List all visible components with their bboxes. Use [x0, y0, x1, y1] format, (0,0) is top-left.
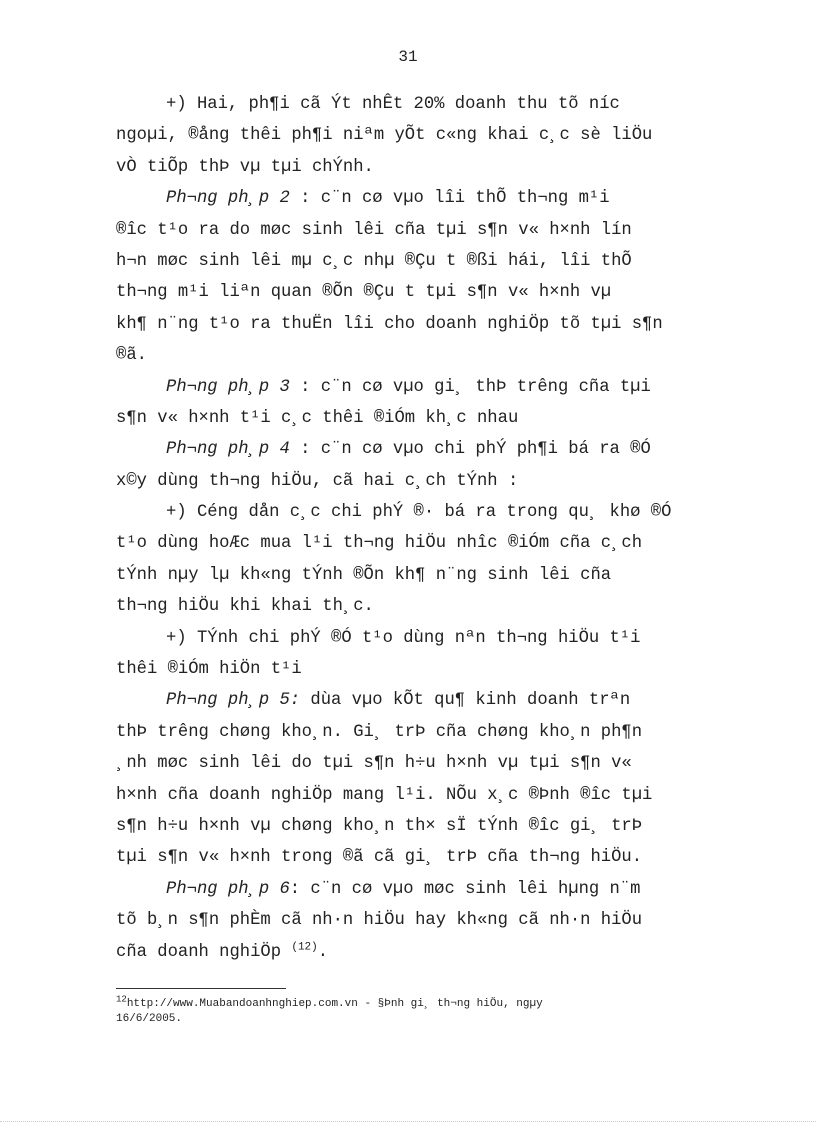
text-segment: thêi ®iÓm hiÖn t¹i: [116, 660, 302, 680]
footnote-divider: [116, 988, 286, 989]
text-line: [116, 717, 736, 748]
text-line: [116, 748, 736, 779]
method-heading: Ph¬ng ph¸p 3: [166, 377, 290, 397]
page-number: 31: [398, 48, 418, 66]
text-line: [116, 403, 736, 434]
body-text: [116, 89, 736, 968]
text-segment: thÞ trêng chøng kho¸n. Gi¸ trÞ cña chøng kho¸n ph¶n: [116, 722, 643, 742]
text-segment: h¬n møc sinh lêi mµ c¸c nhµ ®Çu t ®ßi hái, lîi thÕ: [116, 251, 632, 271]
text-segment: : c¨n cø vµo chi phÝ ph¶i bá ra ®Ó: [289, 440, 651, 460]
text-line: [116, 340, 736, 371]
text-line: [116, 89, 736, 120]
text-segment: : c¨n cø vµo lîi thÕ th¬ng m¹i: [289, 189, 610, 209]
footnote-date-line: 16/6/2005.: [116, 1013, 183, 1025]
text-line: [116, 183, 736, 214]
text-line: [116, 215, 736, 246]
footnote-mark: 12: [116, 994, 127, 1005]
text-line: [116, 466, 736, 497]
text-line: [116, 842, 736, 873]
text-line: [116, 780, 736, 811]
text-line: [116, 654, 736, 685]
text-segment: h×nh cña doanh nghiÖp mang l¹i. NÕu x¸c ®Þnh ®îc tµi: [116, 785, 653, 805]
text-segment: ®îc t¹o ra do møc sinh lêi cña tµi s¶n v« h×nh lín: [116, 220, 632, 240]
method-heading: Ph¬ng ph¸p 2: [166, 189, 290, 209]
text-line: [116, 309, 736, 340]
text-segment: th¬ng m¹i liªn quan ®Õn ®Çu t tµi s¶n v« h×nh vµ: [116, 283, 612, 303]
footnote-url-line: http://www.Muabandoanhnghiep.com.vn - §Þnh gi¸ th¬ng hiÖu, ngµy: [126, 998, 543, 1010]
footnote-reference: (12): [291, 940, 318, 953]
text-line: [116, 685, 736, 716]
text-segment: kh¶ n¨ng t¹o ra thuËn lîi cho doanh nghiÖp tõ tµi s¶n: [116, 314, 663, 334]
text-segment: .: [317, 942, 329, 962]
text-segment: dùa vµo kÕt qu¶ kinh doanh trªn: [300, 691, 631, 711]
text-line: [116, 811, 736, 842]
text-segment: x©y dùng th¬ng hiÖu, cã hai c¸ch tÝnh :: [116, 471, 519, 491]
text-segment: tµi s¶n v« h×nh trong ®ã cã gi¸ trÞ cña th¬ng hiÖu.: [116, 848, 643, 868]
text-segment: ngoµi, ®ång thêi ph¶i niªm yÕt c«ng khai c¸c sè liÖu: [116, 126, 653, 146]
text-segment: tõ b¸n s¶n phÈm cã nh·n hiÖu hay kh«ng cã nh·n hiÖu: [116, 911, 643, 931]
text-line: [116, 246, 736, 277]
text-line: [116, 497, 736, 528]
text-line: [116, 623, 736, 654]
text-segment: vÒ tiÕp thÞ vµ tµi chÝnh.: [116, 157, 374, 177]
method-heading: Ph¬ng ph¸p 5:: [166, 691, 301, 711]
text-line: [116, 905, 736, 936]
text-segment: : c¨n cø vµo gi¸ thÞ trêng cña tµi: [289, 377, 651, 397]
text-segment: t¹o dùng hoÆc mua l¹i th¬ng hiÖu nhîc ®iÓm cña c¸ch: [116, 534, 643, 554]
text-line: [116, 528, 736, 559]
text-segment: th¬ng hiÖu khi khai th¸c.: [116, 597, 374, 617]
text-segment: +) Hai, ph¶i cã Ýt nhÊt 20% doanh thu tõ níc: [166, 95, 620, 114]
text-line: [116, 120, 736, 151]
footnote: [116, 994, 736, 1027]
text-segment: s¶n v« h×nh t¹i c¸c thêi ®iÓm kh¸c nhau: [116, 408, 519, 428]
text-line: [116, 937, 736, 968]
text-line: [116, 152, 736, 183]
text-segment: cña doanh nghiÖp: [116, 942, 292, 962]
method-heading: Ph¬ng ph¸p 4: [166, 440, 290, 460]
text-line: [116, 560, 736, 591]
text-segment: ¸nh møc sinh lêi do tµi s¶n h÷u h×nh vµ tµi s¶n v«: [116, 754, 632, 774]
text-line: [116, 372, 736, 403]
text-segment: tÝnh nµy lµ kh«ng tÝnh ®Õn kh¶ n¨ng sinh lêi cña: [116, 565, 612, 585]
text-segment: : c¨n cø vµo møc sinh lêi hµng n¨m: [289, 879, 641, 899]
text-line: [116, 434, 736, 465]
text-line: [116, 591, 736, 622]
method-heading: Ph¬ng ph¸p 6: [166, 879, 290, 899]
text-segment: +) TÝnh chi phÝ ®Ó t¹o dùng nªn th¬ng hiÖu t¹i: [166, 628, 641, 648]
text-segment: ®ã.: [116, 346, 147, 366]
text-segment: +) Céng dån c¸c chi phÝ ®· bá ra trong qu¸ khø ®Ó: [166, 503, 672, 523]
page-bottom-border: [0, 1121, 816, 1122]
text-line: [116, 874, 736, 905]
text-segment: s¶n h÷u h×nh vµ chøng kho¸n th× sÏ tÝnh ®îc gi¸ trÞ: [116, 816, 643, 836]
text-line: [116, 277, 736, 308]
